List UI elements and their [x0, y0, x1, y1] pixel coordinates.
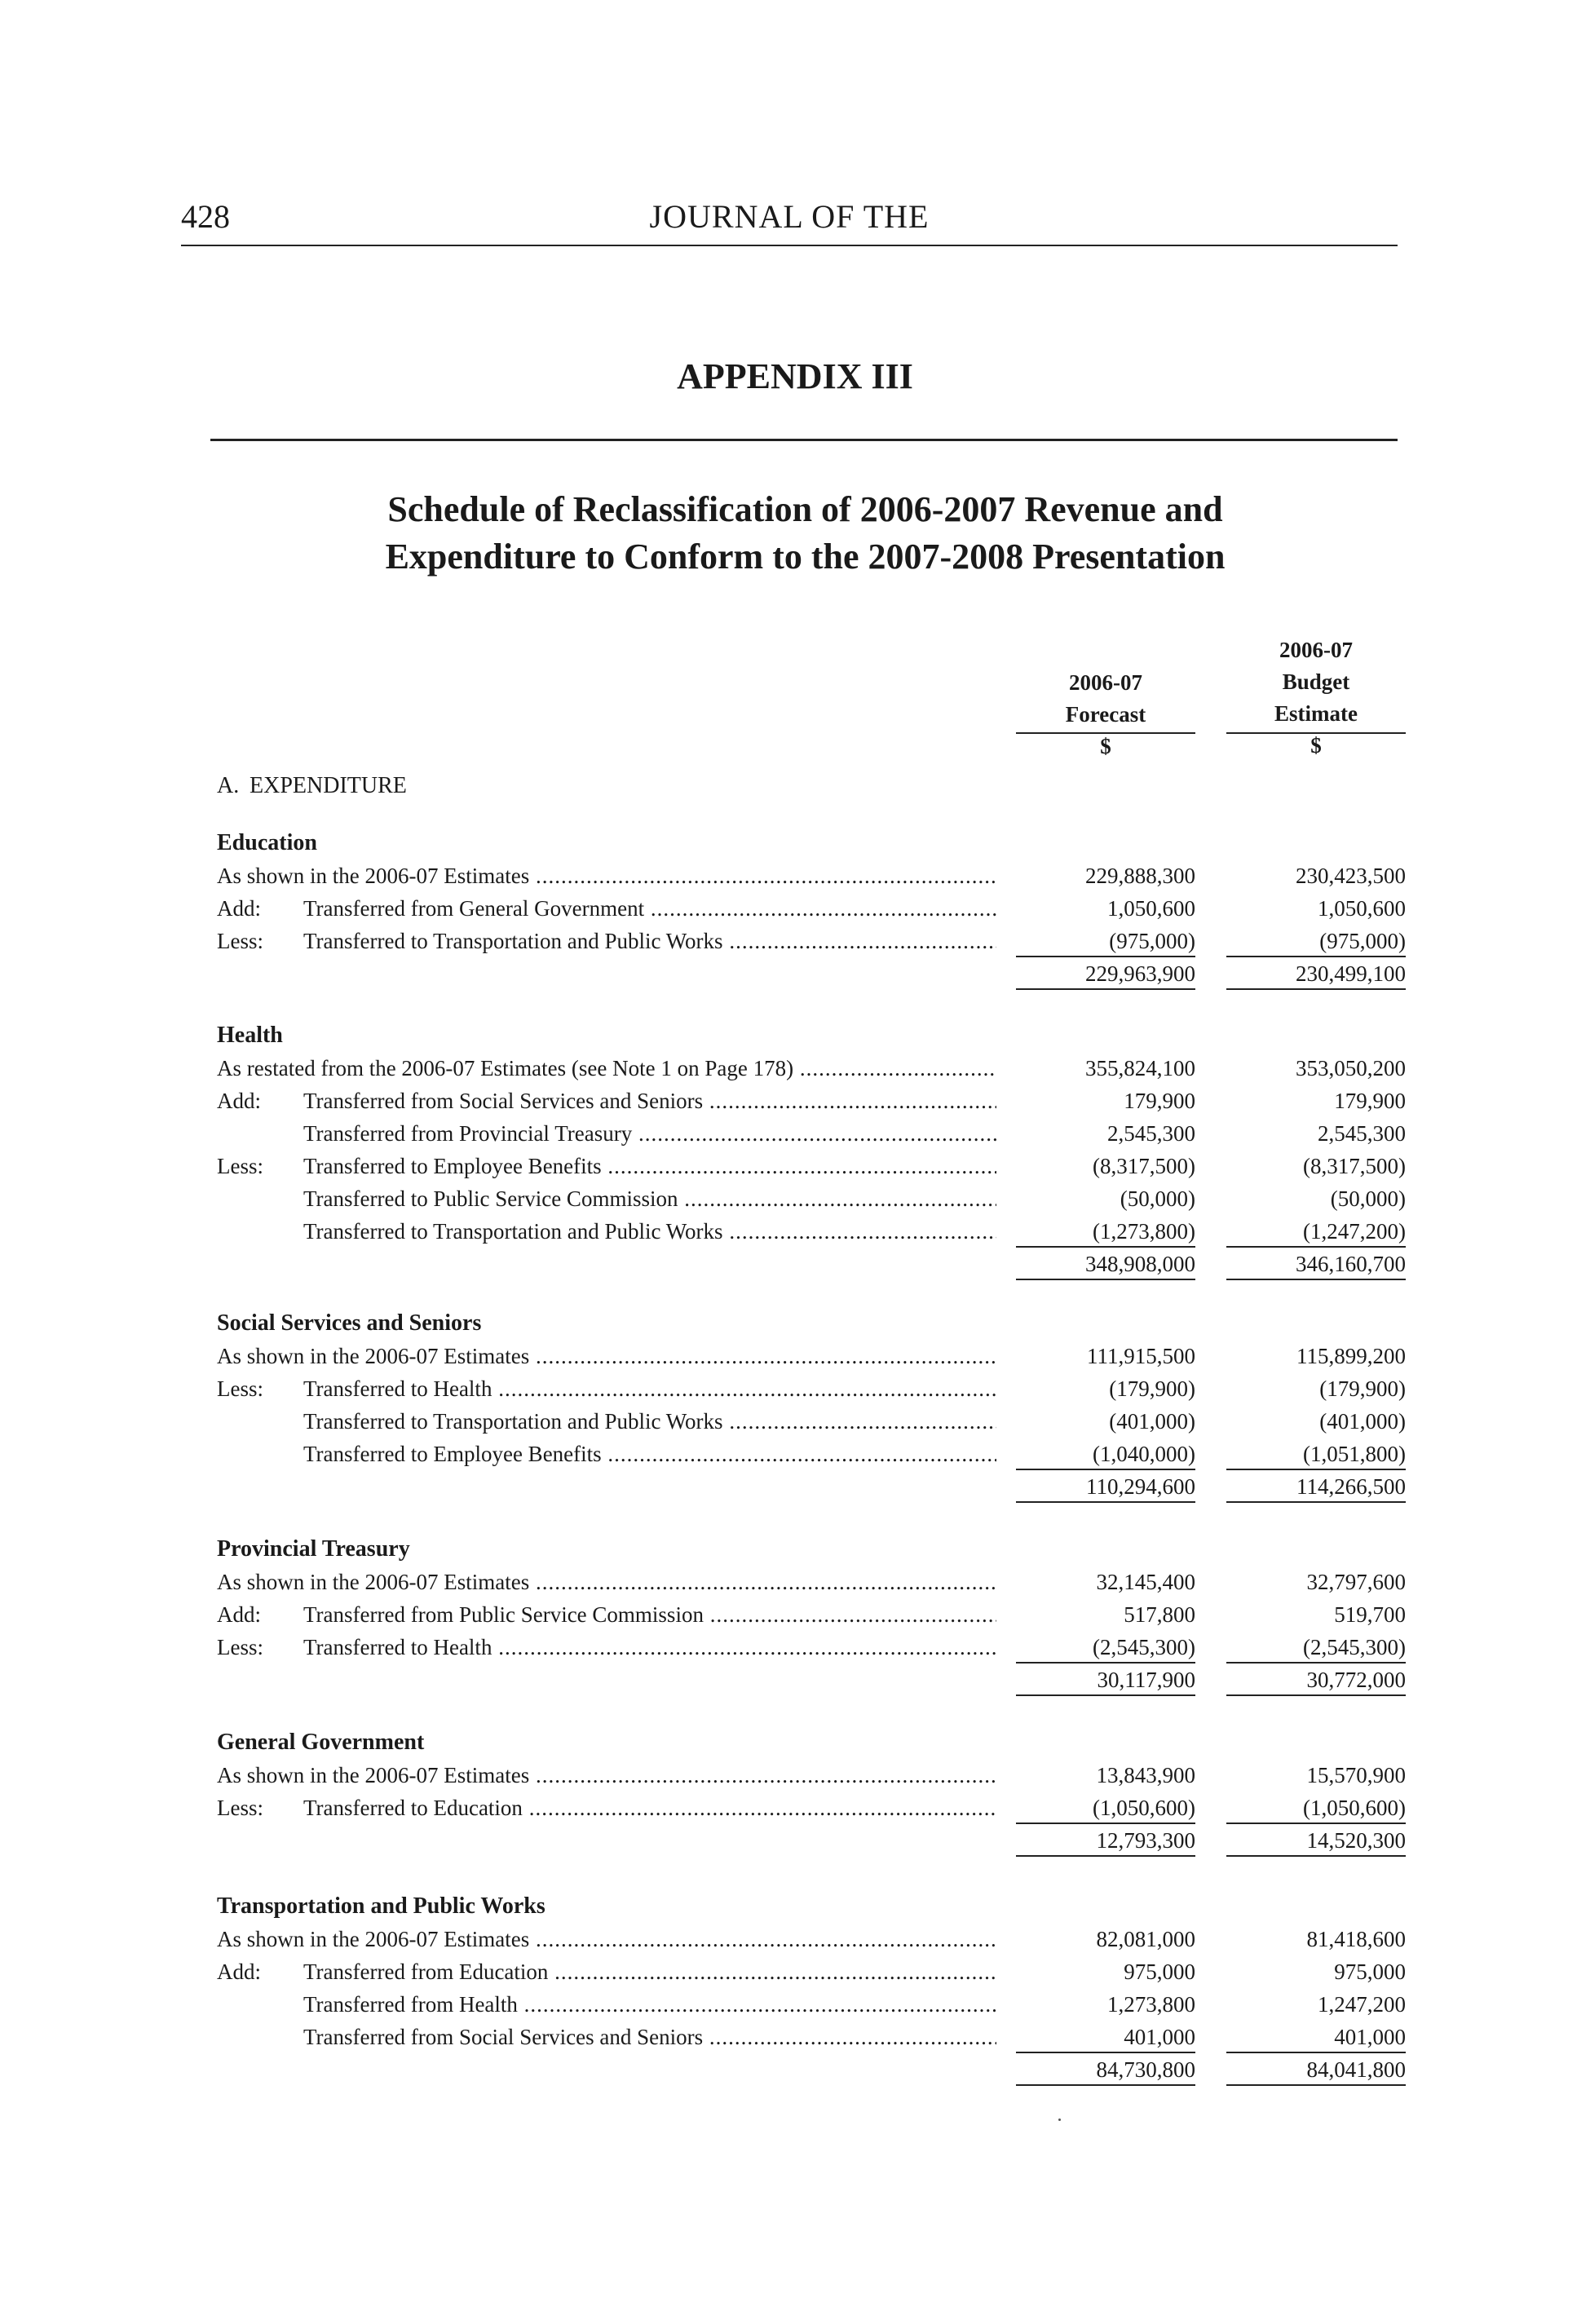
- forecast-header-rule: [1016, 732, 1195, 734]
- table-row: [217, 1955, 1406, 1988]
- forecast-value: (8,317,500): [1093, 1154, 1195, 1178]
- budget-value: 401,000: [1226, 2021, 1406, 2053]
- forecast-value: (1,040,000): [1016, 1438, 1195, 1470]
- table-row: [217, 1340, 1406, 1372]
- page-number: 428: [181, 198, 230, 235]
- table-row: [217, 1923, 1406, 1955]
- row-prefix: Add:: [217, 1089, 261, 1113]
- journal-title: JOURNAL OF THE: [649, 198, 930, 235]
- forecast-value: 111,915,500: [1087, 1344, 1195, 1368]
- forecast-value: 2,545,300: [1107, 1121, 1195, 1146]
- total-row: [217, 1663, 1406, 1698]
- budget-total: 346,160,700: [1226, 1248, 1406, 1280]
- block-transportation-and-public-works: [217, 1890, 1406, 2088]
- budget-value: 353,050,200: [1296, 1056, 1406, 1080]
- forecast-value: (179,900): [1109, 1376, 1195, 1401]
- budget-value: (975,000): [1226, 925, 1406, 957]
- budget-value: 15,570,900: [1306, 1763, 1406, 1787]
- budget-value: (1,050,600): [1226, 1792, 1406, 1824]
- row-label: As shown in the 2006-07 Estimates .....: [217, 1759, 996, 1792]
- title-rule: [210, 439, 1398, 441]
- budget-value: 32,797,600: [1306, 1570, 1406, 1594]
- forecast-value: (1,273,800): [1016, 1215, 1195, 1248]
- row-label: As shown in the 2006-07 Estimates .....: [217, 859, 996, 892]
- row-prefix: Add:: [217, 896, 261, 921]
- total-row: [217, 2053, 1406, 2088]
- forecast-value: 1,050,600: [1107, 896, 1195, 921]
- budget-value: (1,247,200): [1226, 1215, 1406, 1248]
- forecast-value: (1,050,600): [1016, 1792, 1195, 1824]
- row-label: Transferred from Social Services and Seniors .....: [303, 2021, 996, 2053]
- forecast-total: 110,294,600: [1016, 1470, 1195, 1503]
- budget-value: (179,900): [1319, 1376, 1406, 1401]
- schedule-title-line-2: Expenditure to Conform to the 2007-2008 Presentation: [385, 537, 1226, 577]
- budget-total: 30,772,000: [1226, 1663, 1406, 1696]
- table-row: [217, 1215, 1406, 1248]
- row-prefix: Less:: [217, 1376, 263, 1401]
- row-prefix: Less:: [217, 1154, 263, 1178]
- row-label: Transferred to Transportation and Public Works .....: [303, 925, 996, 957]
- forecast-value: 82,081,000: [1096, 1927, 1195, 1951]
- forecast-value: (975,000): [1016, 925, 1195, 957]
- total-row: [217, 1470, 1406, 1504]
- row-prefix: Add:: [217, 1959, 261, 1984]
- row-label: Transferred to Health .....: [303, 1372, 996, 1405]
- forecast-value: 179,900: [1124, 1089, 1195, 1113]
- table-row: [217, 1438, 1406, 1470]
- forecast-value: 229,888,300: [1085, 864, 1195, 888]
- table-row: [217, 859, 1406, 892]
- block-social-services-and-seniors: [217, 1307, 1406, 1504]
- budget-total: 14,520,300: [1226, 1824, 1406, 1857]
- row-label: As shown in the 2006-07 Estimates .....: [217, 1566, 996, 1598]
- forecast-value: (401,000): [1109, 1409, 1195, 1434]
- budget-value: 975,000: [1334, 1959, 1406, 1984]
- forecast-value: 32,145,400: [1096, 1570, 1195, 1594]
- budget-label: Estimate: [1274, 701, 1358, 726]
- forecast-value: 355,824,100: [1085, 1056, 1195, 1080]
- section-letter: A.: [217, 773, 240, 798]
- block-title: Education: [217, 830, 317, 855]
- forecast-value: 401,000: [1016, 2021, 1195, 2053]
- table-row: [217, 1085, 1406, 1117]
- budget-value: 1,247,200: [1318, 1992, 1406, 2017]
- table-row: [217, 1405, 1406, 1438]
- row-label: Transferred from Provincial Treasury .....: [303, 1117, 996, 1150]
- budget-total: 230,499,100: [1226, 957, 1406, 990]
- block-education: [217, 827, 1406, 992]
- forecast-value: 975,000: [1124, 1959, 1195, 1984]
- row-label: As shown in the 2006-07 Estimates .....: [217, 1923, 996, 1955]
- section-heading: [217, 773, 407, 799]
- table-row: [217, 1150, 1406, 1182]
- table-row: [217, 2021, 1406, 2053]
- budget-value: 2,545,300: [1318, 1121, 1406, 1146]
- running-header: [181, 197, 1398, 246]
- forecast-total: 348,908,000: [1016, 1248, 1195, 1280]
- budget-unit: $: [1310, 733, 1322, 758]
- stray-mark: [1058, 2119, 1061, 2121]
- block-health: [217, 1019, 1406, 1282]
- row-label: Transferred from Health .....: [303, 1988, 996, 2021]
- budget-value: 115,899,200: [1296, 1344, 1406, 1368]
- row-label: Transferred to Health .....: [303, 1631, 996, 1663]
- table-row: [217, 892, 1406, 925]
- budget-value: (2,545,300): [1226, 1631, 1406, 1663]
- forecast-total: 84,730,800: [1016, 2053, 1195, 2086]
- table-row: [217, 1052, 1406, 1085]
- forecast-value: 1,273,800: [1107, 1992, 1195, 2017]
- budget-total: 114,266,500: [1226, 1470, 1406, 1503]
- total-row: [217, 1248, 1406, 1282]
- row-label: Transferred from General Government .....: [303, 892, 996, 925]
- budget-header-rule: [1226, 732, 1406, 734]
- forecast-total: 229,963,900: [1016, 957, 1195, 990]
- budget-value: 519,700: [1334, 1602, 1406, 1627]
- forecast-value: (50,000): [1120, 1186, 1195, 1211]
- budget-total: 84,041,800: [1226, 2053, 1406, 2086]
- row-label: Transferred from Education .....: [303, 1955, 996, 1988]
- table-row: [217, 1598, 1406, 1631]
- forecast-label: Forecast: [1065, 702, 1146, 727]
- table-row: [217, 1988, 1406, 2021]
- schedule-title: [0, 486, 1590, 581]
- section-title: EXPENDITURE: [250, 773, 407, 798]
- row-prefix: Less:: [217, 1635, 263, 1659]
- row-label: Transferred to Employee Benefits .....: [303, 1150, 996, 1182]
- row-label: Transferred to Transportation and Public Works .....: [303, 1405, 996, 1438]
- row-label: Transferred to Transportation and Public Works .....: [303, 1215, 996, 1248]
- table-row: [217, 925, 1406, 957]
- budget-line2: Budget: [1282, 669, 1350, 694]
- table-row: [217, 1759, 1406, 1792]
- row-label: Transferred to Employee Benefits .....: [303, 1438, 996, 1470]
- table-row: [217, 1792, 1406, 1824]
- budget-value: (8,317,500): [1303, 1154, 1406, 1178]
- column-header-forecast: [1016, 667, 1195, 762]
- budget-value: 1,050,600: [1318, 896, 1406, 921]
- forecast-total: 30,117,900: [1016, 1663, 1195, 1696]
- budget-value: 230,423,500: [1296, 864, 1406, 888]
- forecast-unit: $: [1100, 734, 1111, 758]
- row-label: Transferred from Social Services and Seniors .....: [303, 1085, 996, 1117]
- column-header-budget: [1226, 634, 1406, 762]
- budget-year: 2006-07: [1279, 638, 1353, 662]
- forecast-value: 517,800: [1124, 1602, 1195, 1627]
- table-row: [217, 1566, 1406, 1598]
- table-row: [217, 1182, 1406, 1215]
- forecast-total: 12,793,300: [1016, 1824, 1195, 1857]
- row-label: As restated from the 2006-07 Estimates (see Note 1 on Page 178) .....: [217, 1052, 996, 1085]
- budget-value: (401,000): [1319, 1409, 1406, 1434]
- block-general-government: [217, 1726, 1406, 1858]
- table-row: [217, 1117, 1406, 1150]
- row-label: Transferred to Education .....: [303, 1792, 996, 1824]
- table-row: [217, 1631, 1406, 1663]
- block-title: Provincial Treasury: [217, 1536, 410, 1562]
- block-title: Transportation and Public Works: [217, 1893, 545, 1919]
- budget-value: (50,000): [1330, 1186, 1406, 1211]
- block-title: Social Services and Seniors: [217, 1310, 482, 1336]
- appendix-title: APPENDIX III: [677, 356, 913, 396]
- row-label: Transferred to Public Service Commission .....: [303, 1182, 996, 1215]
- row-prefix: Less:: [217, 929, 263, 953]
- block-title: Health: [217, 1023, 283, 1048]
- row-prefix: Less:: [217, 1796, 263, 1820]
- total-row: [217, 957, 1406, 992]
- row-prefix: Add:: [217, 1602, 261, 1627]
- schedule-title-line-1: Schedule of Reclassification of 2006-2007 Revenue and: [387, 489, 1223, 529]
- row-label: Transferred from Public Service Commission .....: [303, 1598, 996, 1631]
- table-row: [217, 1372, 1406, 1405]
- block-provincial-treasury: [217, 1533, 1406, 1698]
- forecast-value: (2,545,300): [1016, 1631, 1195, 1663]
- total-row: [217, 1824, 1406, 1858]
- forecast-value: 13,843,900: [1096, 1763, 1195, 1787]
- budget-value: 179,900: [1334, 1089, 1406, 1113]
- block-title: General Government: [217, 1730, 425, 1755]
- budget-value: 81,418,600: [1306, 1927, 1406, 1951]
- row-label: As shown in the 2006-07 Estimates .....: [217, 1340, 996, 1372]
- forecast-year: 2006-07: [1069, 670, 1142, 695]
- budget-value: (1,051,800): [1226, 1438, 1406, 1470]
